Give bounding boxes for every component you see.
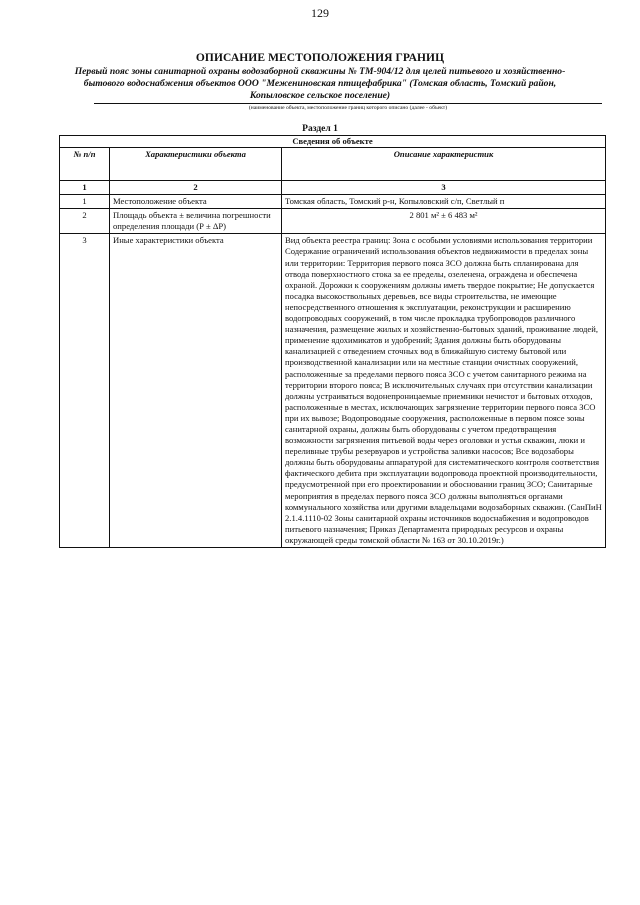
table-row [60, 195, 606, 209]
table-row [60, 209, 606, 234]
row-num: 2 [60, 209, 110, 234]
column-number: 3 [282, 181, 606, 195]
row-characteristic: Площадь объекта ± величина погрешности определения площади (Р ± ΔР) [110, 209, 282, 234]
row-characteristic: Местоположение объекта [110, 195, 282, 209]
table-caption-row [60, 136, 606, 148]
header-num: № п/п [60, 148, 110, 181]
header-characteristic: Характеристики объекта [110, 148, 282, 181]
row-num: 1 [60, 195, 110, 209]
document-subtitle: Первый пояс зоны санитарной охраны водозаборной скважины № ТМ-904/12 для целей питьевого и хозяйственно-бытового водоснабжения объектов ООО "Межениновская птицефабрика" (Томская область, Томский район, Копыловское сельское поселение) [74, 66, 566, 101]
header-description: Описание характеристик [282, 148, 606, 181]
document-title: ОПИСАНИЕ МЕСТОПОЛОЖЕНИЯ ГРАНИЦ [195, 52, 445, 64]
row-characteristic: Иные характеристики объекта [110, 234, 282, 548]
section-title: Раздел 1 [302, 124, 338, 134]
subtitle-underline [94, 103, 602, 104]
column-number: 1 [60, 181, 110, 195]
row-description: Томская область, Томский р-н, Копыловский с/п, Светлый п [282, 195, 606, 209]
page-number: 129 [311, 6, 329, 20]
row-description: Вид объекта реестра границ: Зона с особыми условиями использования территории Содержание ограничений использования объектов недвижимости в пределах зоны или территории: Территория первого пояса ЗСО должна быть спланирована для отвода поверхностного стока за ее пределы, озеленена, ограждена и обеспечена охраной. Дорожки к сооружениям должны иметь твердое покрытие; Не допускается посадка высокоствольных деревьев, все виды строительства, не имеющие непосредственного отношения к эксплуатации, реконструкции и расширению водопроводных сооружений, в том числе прокладка трубопроводов различного назначения, размещение жилых и хозяйственно-бытовых зданий, проживание людей, применение ядохимикатов и удобрений; Здания должны быть оборудованы канализацией с отведением сточных вод в ближайшую систему бытовой или производственной канализации или на местные станции очистных сооружений, расположенные за пределами первого пояса ЗСО с учетом санитарного режима на территории второго пояса; В исключительных случаях при отсутствии канализации должны устраиваться водонепроницаемые приемники нечистот и бытовых отходов, расположенные в местах, исключающих загрязнение территории первого пояса ЗСО при их вывозе; Водопроводные сооружения, расположенные в первом поясе зоны санитарной охраны, должны быть оборудованы с учетом предотвращения возможности загрязнения питьевой воды через оголовки и устья скважин, люки и переливные трубы резервуаров и устройства заливки насосов; Все водозаборы должны быть оборудованы аппаратурой для систематического контроля соответствия фактического дебита при эксплуатации водопровода проектной производительности, предусмотренной при его проектировании и обосновании границ ЗСО; Санитарные мероприятия в пределах первого пояса ЗСО должны выполняться органами коммунального хозяйства или другими владельцами водозаборных скважин. (СанПиН 2.1.4.1110-02 Зоны санитарной охраны источников водоснабжения и водопроводов питьевого назначения; Приказ Департамента природных ресурсов и охраны окружающей среды томской области № 163 от 30.10.2019г.) [282, 234, 606, 548]
object-info-table [59, 135, 606, 548]
row-description: 2 801 м² ± 6 483 м² [282, 209, 606, 234]
subtitle-note: (наименование объекта, местоположение границ которого описано (далее - объект) [248, 105, 448, 111]
column-number: 2 [110, 181, 282, 195]
row-num: 3 [60, 234, 110, 548]
table-row [60, 234, 606, 548]
table-caption: Сведения об объекте [60, 136, 606, 148]
table-header-row [60, 148, 606, 181]
column-number-row [60, 181, 606, 195]
